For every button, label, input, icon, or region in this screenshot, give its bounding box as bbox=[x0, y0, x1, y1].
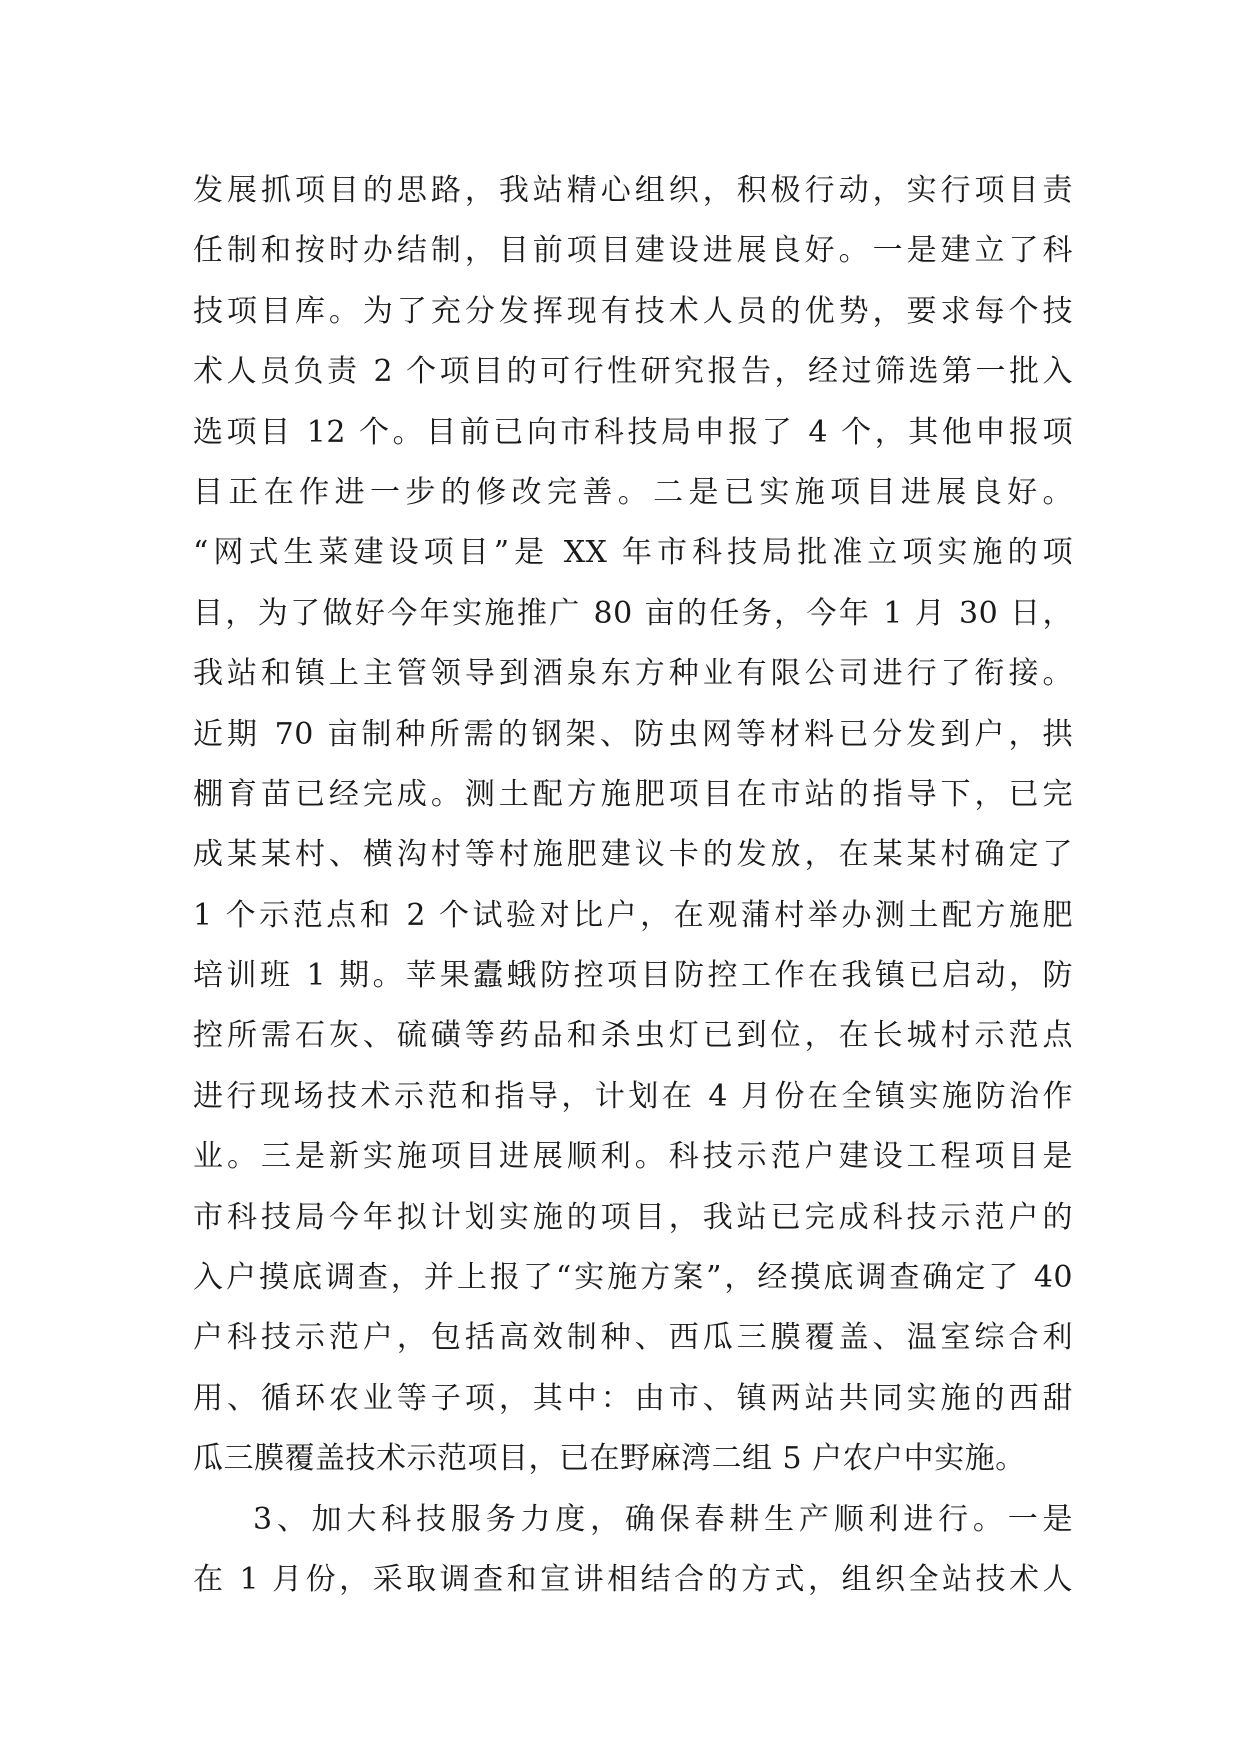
text-line: 棚育苗已经完成。测土配方施肥项目在市站的指导下，已完 bbox=[193, 776, 1073, 812]
text-line: 培训班 1 期。苹果蠹蛾防控项目防控工作在我镇已启动，防 bbox=[193, 958, 1073, 994]
text-line: 户科技示范户，包括高效制种、西瓜三膜覆盖、温室综合利 bbox=[193, 1320, 1073, 1356]
text-line: 用、循环农业等子项，其中：由市、镇两站共同实施的西甜 bbox=[193, 1380, 1073, 1416]
text-line: 业。三是新实施项目进展顺利。科技示范户建设工程项目是 bbox=[193, 1139, 1073, 1175]
text-line: 控所需石灰、硫磺等药品和杀虫灯已到位，在长城村示范点 bbox=[193, 1018, 1073, 1054]
text-line: 1 个示范点和 2 个试验对比户，在观蒲村举办测土配方施肥 bbox=[193, 897, 1073, 933]
text-line: 近期 70 亩制种所需的钢架、防虫网等材料已分发到户，拱 bbox=[193, 716, 1073, 752]
text-line: 选项目 12 个。目前已向市科技局申报了 4 个，其他申报项 bbox=[193, 414, 1073, 450]
text-line: 任制和按时办结制，目前项目建设进展良好。一是建立了科 bbox=[193, 233, 1073, 269]
text-line: 我站和镇上主管领导到酒泉东方种业有限公司进行了衔接。 bbox=[193, 656, 1073, 692]
text-line: 入户摸底调查，并上报了“实施方案”，经摸底调查确定了 40 bbox=[193, 1260, 1073, 1296]
paragraph-end-line: 瓜三膜覆盖技术示范项目，已在野麻湾二组 5 户农户中实施。 bbox=[193, 1441, 1026, 1477]
text-line: 术人员负责 2 个项目的可行性研究报告，经过筛选第一批入 bbox=[193, 354, 1073, 390]
text-line: 成某某村、横沟村等村施肥建议卡的发放，在某某村确定了 bbox=[193, 837, 1073, 873]
text-line: 进行现场技术示范和指导，计划在 4 月份在全镇实施防治作 bbox=[193, 1078, 1073, 1114]
text-line: 在 1 月份，采取调查和宣讲相结合的方式，组织全站技术人 bbox=[193, 1561, 1073, 1597]
text-line: 目，为了做好今年实施推广 80 亩的任务，今年 1 月 30 日， bbox=[193, 595, 1073, 631]
text-line: 市科技局今年拟计划实施的项目，我站已完成科技示范户的 bbox=[193, 1199, 1073, 1235]
text-line: 发展抓项目的思路，我站精心组织，积极行动，实行项目责 bbox=[193, 173, 1073, 208]
text-line: 技项目库。为了充分发挥现有技术人员的优势，要求每个技 bbox=[193, 293, 1073, 329]
paragraph-start-line: 3、加大科技服务力度，确保春耕生产顺利进行。一是 bbox=[253, 1501, 1073, 1537]
text-line: “网式生菜建设项目”是 XX 年市科技局批准立项实施的项 bbox=[193, 535, 1073, 571]
text-line: 目正在作进一步的修改完善。二是已实施项目进展良好。 bbox=[193, 474, 1073, 510]
body-text bbox=[193, 161, 1073, 1610]
